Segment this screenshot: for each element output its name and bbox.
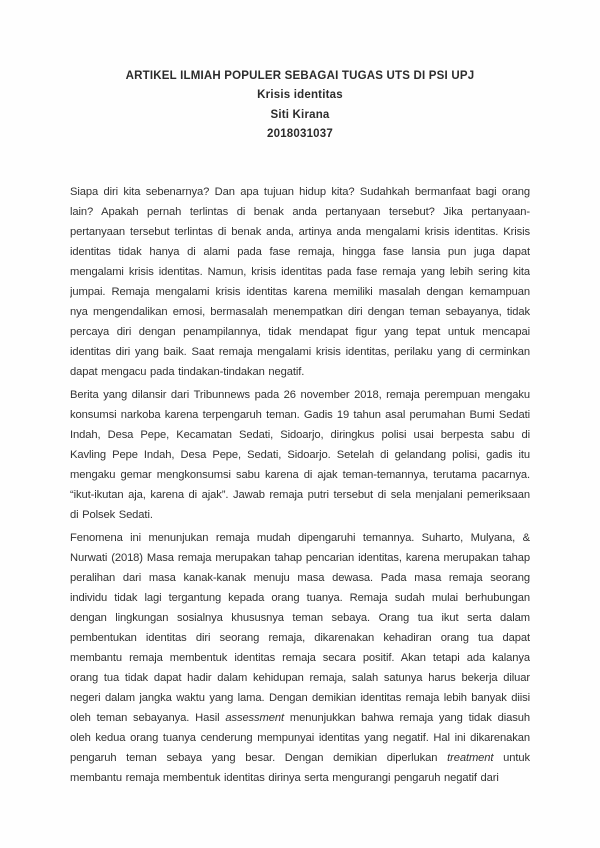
paragraph	[70, 528, 530, 788]
text-line: nya mengendalikan emosi, bermasalah menempatkan diri dengan teman sebayanya, tidak	[70, 305, 530, 318]
text-line: Kavling Pepe Indah, Desa Pepe, Sedati, Sidoarjo. Setelah di gelandang polisi, gadis itu	[70, 448, 530, 461]
text-line: Siapa diri kita sebenarnya? Dan apa tujuan hidup kita? Sudahkah bermanfaat bagi orang	[70, 185, 530, 198]
text-line: Indah, Desa Pepe, Kecamatan Sedati, Sidoarjo, diringkus polisi usai berpesta sabu di	[70, 428, 530, 441]
text-line: membantu remaja membentuk identitas remaja secara positif. Akan tetapi ada kalanya	[70, 651, 530, 664]
text-line: mengalami krisis identitas. Namun, krisis identitas pada fase remaja yang lebih sering kita	[70, 265, 530, 278]
text-line: Berita yang dilansir dari Tribunnews pada 26 november 2018, remaja perempuan mengaku	[70, 388, 530, 401]
text-line: dengan lingkungan sosialnya khususnya teman sebaya. Orang tua ikut serta dalam	[70, 611, 530, 624]
text-line: Fenomena ini menunjukan remaja mudah dipengaruhi temannya. Suharto, Mulyana, &	[70, 531, 530, 544]
author-name: Siti Kirana	[270, 108, 330, 121]
text-line: jumpai. Remaja mengalami krisis identitas karena memiliki masalah dengan kemampuan	[70, 285, 530, 298]
text-line: lain? Apakah pernah terlintas di benak anda pertanyaan tersebut? Jika pertanyaan-	[70, 205, 530, 218]
document-subtitle: Krisis identitas	[257, 89, 343, 102]
student-id: 2018031037	[267, 128, 333, 141]
text-line: identitas tidak hanya di alami pada fase remaja, hingga fase lansia pun juga dapat	[70, 245, 530, 258]
paragraph	[70, 385, 530, 525]
document-title-block	[0, 0, 600, 145]
text-line: “ikut-ikutan aja, karena di ajak”. Jawab remaja putri tersebut di sela menjalani pemeriksaan	[70, 488, 530, 501]
text-line: individu tidak lagi tergantung kepada orang tuanya. Remaja sudah mulai berhubungan	[70, 591, 530, 604]
text-line: identitas diri yang baik. Saat remaja mengalami krisis identitas, perilaku yang di cerminkan	[70, 345, 530, 358]
text-line: orang tua tidak dapat hadir dalam kehidupan remaja, salah satunya harus bekerja diluar	[70, 671, 530, 684]
text-line: dapat mengacu pada tindakan-tindakan negatif.	[70, 365, 305, 378]
text-line: membantu remaja membentuk identitas dirinya serta mengurangi pengaruh negatif dari	[70, 771, 499, 784]
text-line: pengaruh teman sebaya yang besar. Dengan demikian diperlukan treatment untuk	[70, 751, 530, 764]
text-line: oleh teman sebayanya. Hasil assessment menunjukkan bahwa remaja yang tidak diasuh	[70, 711, 530, 724]
text-line: pembentukan identitas diri seorang remaja, dikarenakan kehadiran orang tua dapat	[70, 631, 530, 644]
text-line: konsumsi narkoba karena terpengaruh teman. Gadis 19 tahun asal perumahan Bumi Sedati	[70, 408, 530, 421]
text-line: Nurwati (2018) Masa remaja merupakan tahap pencarian identitas, karena merupakan tahap	[70, 551, 530, 564]
text-line: pertanyaan tersebut terlintas di benak anda, artinya anda mengalami krisis identitas. Krisis	[70, 225, 530, 238]
text-line: percaya diri dengan penampilannya, tidak mendapat figur yang tepat untuk mencapai	[70, 325, 530, 338]
text-line: negeri dalam jangka waktu yang lama. Dengan demikian identitas remaja lebih banyak diisi	[70, 691, 530, 704]
text-line: peralihan dari masa kanak-kanak menuju masa dewasa. Pada masa remaja seorang	[70, 571, 530, 584]
text-line: di Polsek Sedati.	[70, 508, 153, 521]
text-line: mengaku gemar mengkonsumsi sabu karena di ajak teman-temannya, terutama pacarnya.	[70, 468, 530, 481]
document-title: ARTIKEL ILMIAH POPULER SEBAGAI TUGAS UTS DI PSI UPJ	[125, 70, 475, 82]
text-line: oleh kedua orang tuanya cenderung mempunyai identitas yang negatif. Hal ini dikarenakan	[70, 731, 530, 744]
paragraph	[70, 182, 530, 382]
body-block	[70, 182, 530, 788]
